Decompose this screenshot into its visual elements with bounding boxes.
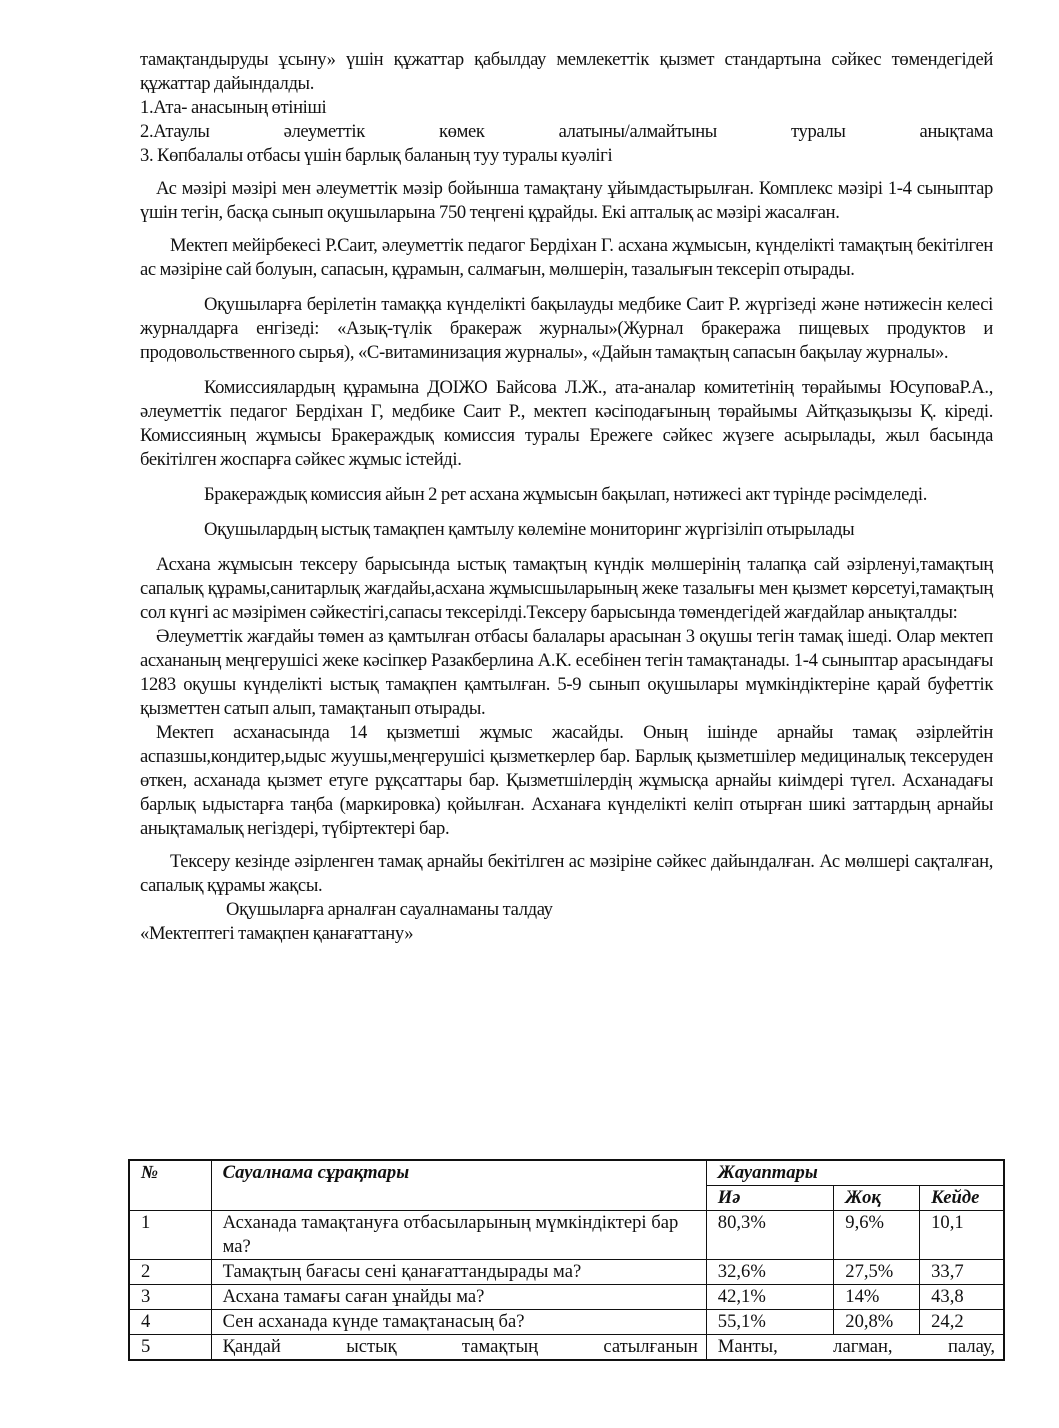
- cell-yes: 80,3%: [706, 1211, 833, 1260]
- document-page: [140, 48, 993, 946]
- table-header-row: [129, 1160, 1004, 1186]
- cell-question: Қандай ыстық тамақтың сатылғанын: [211, 1335, 706, 1361]
- cell-sometimes: 43,8: [920, 1285, 1004, 1310]
- table-row: [129, 1310, 1004, 1335]
- paragraph-conclusion: Тексеру кезінде әзірленген тамақ арнайы бекітілген ас мәзіріне сәйкес дайындалған. Ас мөлшері сақталған, сапалық құрамы жақсы.: [140, 851, 993, 896]
- list-item-2: 2.Атаулы әлеуметтік көмек алатыны/алмайтыны туралы анықтама: [140, 121, 993, 142]
- cell-number: 3: [129, 1285, 211, 1310]
- table-row: [129, 1211, 1004, 1260]
- cell-number: 5: [129, 1335, 211, 1361]
- cell-yes: 32,6%: [706, 1260, 833, 1285]
- table-row: [129, 1335, 1004, 1361]
- header-sometimes: Кейде: [920, 1186, 1004, 1211]
- cell-number: 4: [129, 1310, 211, 1335]
- paragraph-menu: Ас мәзірі мәзірі мен әлеуметтік мәзір бойынша тамақтану ұйымдастырылған. Комплекс мәзірі 1-4 сыныптар үшін тегін, басқа сынып оқушыларына 750 теңгені құрайды. Екі апталық ас мәзірі жасалған.: [140, 178, 993, 223]
- cell-no: 14%: [834, 1285, 920, 1310]
- paragraph-nurse-control: Оқушыларға берілетін тамаққа күнделікті бақылауды медбике Саит Р. жүргізеді және нәтижесін келесі журналдарға енгізеді: «Азық-түлік бракераж журналы»(Журнал бракеража пищевых продуктов и продовольственного сырья), «С-витаминизация журналы», «Дайын тамақтың сапасын бақылау журналы».: [140, 294, 993, 363]
- paragraph-staff: Мектеп асханасында 14 қызметші жұмыс жасайды. Оның ішінде арнайы тамақ әзірлейтін аспазшы,кондитер,ыдыс жуушы,меңгерушісі қызметкерлер бар. Барлық қызметшілер медициналық тексеруден өткен, асханада қызмет етуге рұқсаттары бар. Қызметшілердің жұмысқа арнайы киімдері түгел. Асханадағы барлық ыдыстарға таңба (маркировка) қойылған. Асханаға күнделікті келіп отырған шикі заттардың арнайы анықтамалық негіздері, түбіртектері бар.: [140, 722, 993, 839]
- cell-question: Асханада тамақтануға отбасыларының мүмкіндіктері бар ма?: [211, 1211, 706, 1260]
- survey-subtitle: «Мектептегі тамақпен қанағаттану»: [140, 923, 414, 944]
- paragraph-monitoring: Оқушылардың ыстық тамақпен қамтылу көлеміне мониторинг жүргізіліп отырылады: [204, 519, 855, 540]
- list-item-3: 3. Көпбалалы отбасы үшін барлық баланың туу туралы куәлігі: [140, 145, 613, 166]
- cell-number: 1: [129, 1211, 211, 1260]
- cell-sometimes: 24,2: [920, 1310, 1004, 1335]
- header-answers: Жауаптары: [706, 1160, 1004, 1186]
- cell-no: 27,5%: [834, 1260, 920, 1285]
- cell-sometimes: 33,7: [920, 1260, 1004, 1285]
- cell-number: 2: [129, 1260, 211, 1285]
- cell-answer-merged: Манты, лагман, палау,: [706, 1335, 1004, 1361]
- paragraph-brakerage: Бракераждық комиссия айын 2 рет асхана жұмысын бақылап, нәтижесі акт түрінде рәсімделеді.: [204, 484, 928, 505]
- cell-yes: 42,1%: [706, 1285, 833, 1310]
- list-item-1: 1.Ата- анасының өтініші: [140, 97, 327, 118]
- paragraph-inspection-staff: Мектеп мейірбекесі Р.Саит, әлеуметтік педагог Бердіхан Г. асхана жұмысын, күнделікті тамақтың бекітілген ас мәзіріне сай болуын, сапасын, құрамын, салмағын, мөлшерін, тазалығын тексеріп отырады.: [140, 235, 993, 280]
- header-number: №: [129, 1160, 211, 1211]
- paragraph-free-meals: Әлеуметтік жағдайы төмен аз қамтылған отбасы балалары арасынан 3 оқушы тегін тамақ ішеді. Олар мектеп асхананың меңгерушісі жеке кәсіпкер Разакберлина А.К. есебінен тегін тамақтанады. 1-4 сыныптар арасындағы 1283 оқушы күнделікті ыстық тамақпен қамтылған. 5-9 сынып оқушылары мүмкіндіктеріне қарай буфеттік қызметтен сатып алып, тамақтанып отырады.: [140, 626, 993, 719]
- header-no: Жоқ: [834, 1186, 920, 1211]
- cell-no: 20,8%: [834, 1310, 920, 1335]
- paragraph-commission: Комиссиялардың құрамына ДОІЖО Байсова Л.Ж., ата-аналар комитетінің төрайымы ЮсуповаР.А., әлеуметтік педагог Бердіхан Г, медбике Саит Р., мектеп кәсіподағының төрайымы Айтқазықызы Қ. кіреді. Комиссияның жұмысы Бракераждық комиссия туралы Ережеге сәйкес жүзеге асырылады, жыл басында бекітілген жоспарға сәйкес жұмыс істейді.: [140, 377, 993, 470]
- cell-question: Асхана тамағы саған ұнайды ма?: [211, 1285, 706, 1310]
- cell-sometimes: 10,1: [920, 1211, 1004, 1260]
- paragraph-documents-intro: тамақтандыруды ұсыну» үшін құжаттар қабылдау мемлекеттік қызмет стандартына сәйкес төмендегідей құжаттар дайындалды.: [140, 49, 993, 94]
- paragraph-canteen-check: Асхана жұмысын тексеру барысында ыстық тамақтың күндік мөлшерінің талапқа сай әзірленуі,тамақтың сапалық құрамы,санитарлық жағдайы,асхана жұмысшыларының жеке тазалығы мен қызмет көрсетуі,тамақтың сол күнгі ас мәзірімен сәйкестігі,сапасы тексерілді.Тексеру барысында төмендегідей жағдайлар анықталды:: [140, 554, 993, 623]
- header-yes: Иә: [706, 1186, 833, 1211]
- header-question: Сауалнама сұрақтары: [211, 1160, 706, 1211]
- table-row: [129, 1260, 1004, 1285]
- survey-table: [128, 1159, 1005, 1361]
- cell-yes: 55,1%: [706, 1310, 833, 1335]
- table-row: [129, 1285, 1004, 1310]
- cell-question: Сен асханада күнде тамақтанасың ба?: [211, 1310, 706, 1335]
- survey-title: Оқушыларға арналған сауалнаманы талдау: [226, 899, 553, 920]
- cell-question: Тамақтың бағасы сені қанағаттандырады ма?: [211, 1260, 706, 1285]
- cell-no: 9,6%: [834, 1211, 920, 1260]
